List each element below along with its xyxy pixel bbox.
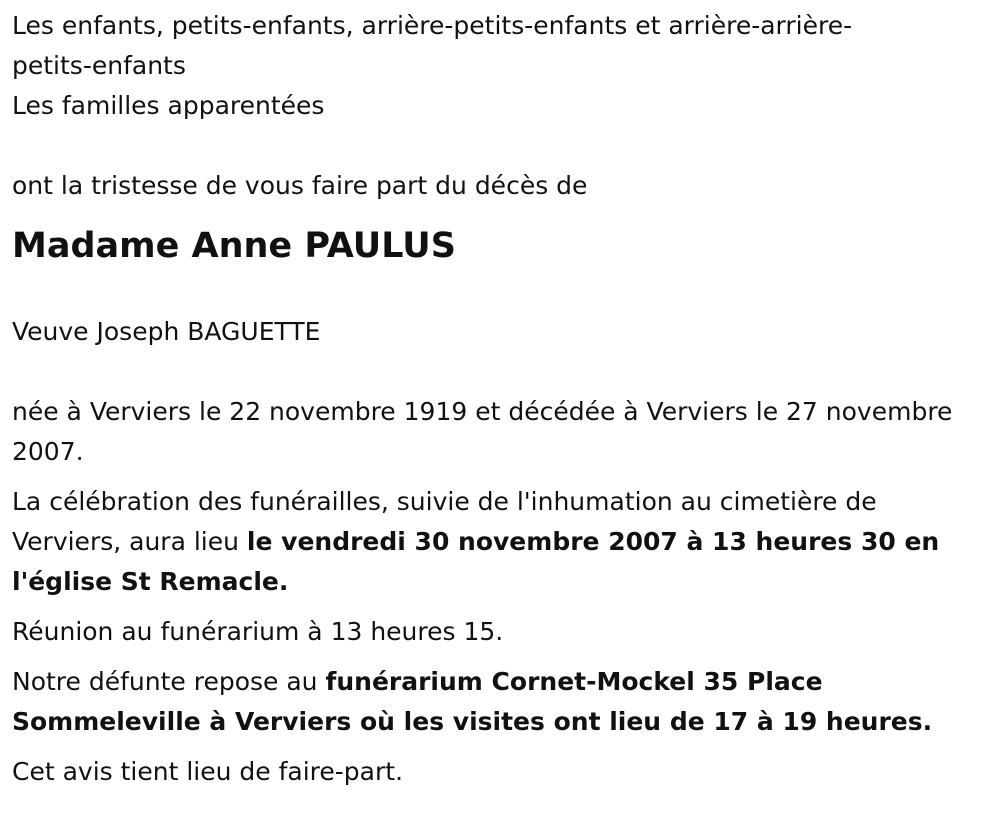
rest-intro: Notre défunte repose au: [12, 667, 326, 696]
funeral-details: le vendredi 30 novembre 2007 à 13 heures 30 en l'église St Remacle.: [12, 527, 940, 596]
spacer: [12, 126, 988, 166]
family-list: [12, 6, 988, 126]
funeral-paragraph: [12, 482, 988, 602]
funeral-intro: La célébration des funérailles, suivie de l'inhumation au cimetière de Verviers, aura lieu: [12, 487, 877, 556]
rest-paragraph: [12, 662, 988, 742]
rest-details: funérarium Cornet-Mockel 35 Place Sommeleville à Verviers où les visites ont lieu de 17 à 19 heures.: [12, 667, 933, 736]
meeting-text: Réunion au funérarium à 13 heures 15.: [12, 617, 504, 646]
deceased-name: Madame Anne PAULUS: [12, 226, 456, 266]
announcement-text: ont la tristesse de vous faire part du décès de: [12, 171, 588, 200]
family-line-great-grandchildren: petits-enfants: [12, 51, 186, 80]
birth-death-dates: née à Verviers le 22 novembre 1919 et décédée à Verviers le 27 novembre 2007.: [12, 397, 953, 466]
widow-of: Veuve Joseph BAGUETTE: [12, 317, 321, 346]
family-line-relatives: Les familles apparentées: [12, 91, 325, 120]
closing-text: Cet avis tient lieu de faire-part.: [12, 757, 404, 786]
family-line-children: Les enfants, petits-enfants, arrière-petits-enfants et arrière-arrière-: [12, 11, 853, 40]
